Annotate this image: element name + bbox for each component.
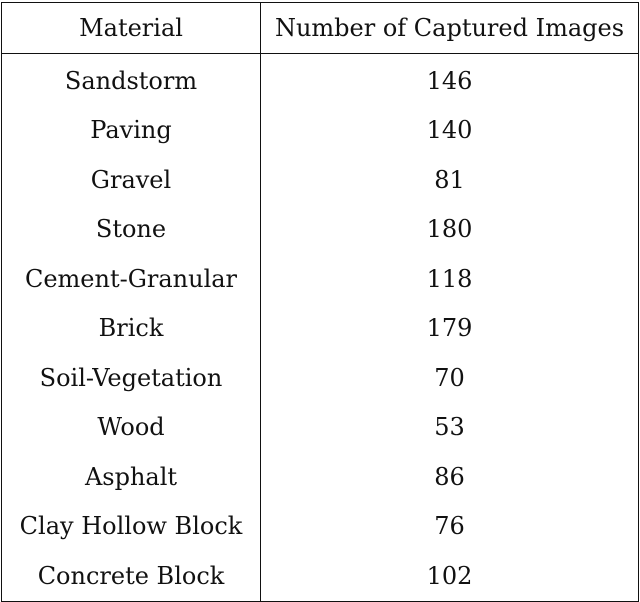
- material-cell: Clay Hollow Block: [2, 502, 261, 552]
- material-cell: Wood: [2, 403, 261, 453]
- count-cell: 146: [261, 54, 639, 106]
- count-cell: 118: [261, 254, 639, 304]
- count-cell: 70: [261, 353, 639, 403]
- table-row: [2, 551, 639, 601]
- table-row: [2, 304, 639, 354]
- table-row: [2, 106, 639, 156]
- materials-table-container: [1, 2, 638, 599]
- table-row: [2, 403, 639, 453]
- table-row: [2, 452, 639, 502]
- material-cell: Soil-Vegetation: [2, 353, 261, 403]
- header-material: Material: [2, 3, 261, 54]
- material-cell: Stone: [2, 205, 261, 255]
- count-cell: 86: [261, 452, 639, 502]
- material-cell: Gravel: [2, 155, 261, 205]
- table-row: [2, 502, 639, 552]
- count-cell: 102: [261, 551, 639, 601]
- count-cell: 76: [261, 502, 639, 552]
- table-row: [2, 155, 639, 205]
- material-cell: Paving: [2, 106, 261, 156]
- materials-table: [1, 2, 639, 602]
- header-captured-images: Number of Captured Images: [261, 3, 639, 54]
- table-row: [2, 205, 639, 255]
- count-cell: 53: [261, 403, 639, 453]
- count-cell: 81: [261, 155, 639, 205]
- material-cell: Brick: [2, 304, 261, 354]
- count-cell: 179: [261, 304, 639, 354]
- count-cell: 180: [261, 205, 639, 255]
- material-cell: Asphalt: [2, 452, 261, 502]
- material-cell: Sandstorm: [2, 54, 261, 106]
- table-row: [2, 54, 639, 106]
- table-row: [2, 353, 639, 403]
- table-header-row: [2, 3, 639, 54]
- material-cell: Cement-Granular: [2, 254, 261, 304]
- table-row: [2, 254, 639, 304]
- material-cell: Concrete Block: [2, 551, 261, 601]
- count-cell: 140: [261, 106, 639, 156]
